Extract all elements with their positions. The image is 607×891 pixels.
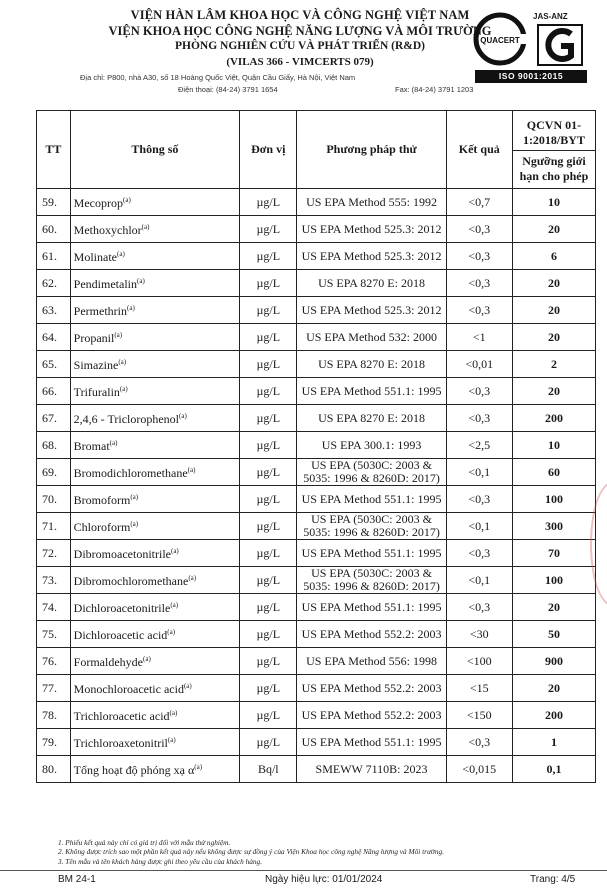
table-row	[37, 243, 596, 270]
row-limit: 50	[512, 621, 595, 648]
row-result: <0,1	[446, 513, 512, 540]
quacert-text: QUACERT	[480, 36, 520, 45]
row-unit: µg/L	[240, 675, 297, 702]
row-result: <1	[446, 324, 512, 351]
certification-logo	[473, 12, 593, 84]
row-result: <0,3	[446, 486, 512, 513]
row-limit: 60	[512, 459, 595, 486]
phone: Điện thoại: (84-24) 3791 1654	[178, 85, 278, 94]
table-row	[37, 702, 596, 729]
row-method: US EPA Method 552.2: 2003	[297, 702, 446, 729]
org-line-4: (VILAS 366 - VIMCERTS 079)	[226, 56, 374, 68]
row-unit: µg/L	[240, 459, 297, 486]
row-number: 69.	[37, 459, 71, 486]
note-2: 2. Không được trích sao một phần kết quả này nếu không được sự đồng ý của Viện Khoa học công nghệ Năng lượng và Môi trường.	[58, 847, 444, 857]
row-number: 59.	[37, 189, 71, 216]
org-line-3: PHÒNG NGHIÊN CỨU VÀ PHÁT TRIỂN (R&D)	[174, 40, 426, 52]
row-parameter: Dibromoacetonitrile$^{(a)}$	[70, 540, 239, 567]
table-row	[37, 486, 596, 513]
page-number: Trang: 4/5	[530, 874, 576, 885]
row-method: US EPA Method 525.3: 2012	[297, 216, 446, 243]
row-parameter: Simazine$^{(a)}$	[70, 351, 239, 378]
row-result: <2,5	[446, 432, 512, 459]
row-limit: 20	[512, 594, 595, 621]
row-parameter: Dichloroacetic acid$^{(a)}$	[70, 621, 239, 648]
table-row	[37, 405, 596, 432]
row-limit: 100	[512, 486, 595, 513]
method-accreditation-mark: (a)	[141, 223, 150, 231]
method-accreditation-mark: (a)	[119, 385, 128, 393]
table-row	[37, 594, 596, 621]
row-result: <150	[446, 702, 512, 729]
row-unit: µg/L	[240, 702, 297, 729]
row-result: <0,01	[446, 351, 512, 378]
row-limit: 10	[512, 432, 595, 459]
table-body	[37, 189, 596, 783]
table-row	[37, 675, 596, 702]
method-accreditation-mark: (a)	[179, 412, 187, 420]
row-limit: 0,1	[512, 756, 595, 783]
row-method: SMEWW 7110B: 2023	[297, 756, 446, 783]
table-row	[37, 648, 596, 675]
row-number: 76.	[37, 648, 71, 675]
header-param: Thông số	[70, 111, 239, 189]
row-method: US EPA Method 551.1: 1995	[297, 729, 446, 756]
row-result: <0,3	[446, 270, 512, 297]
row-number: 79.	[37, 729, 71, 756]
table-row	[37, 270, 596, 297]
row-number: 68.	[37, 432, 71, 459]
row-unit: µg/L	[240, 432, 297, 459]
row-parameter: Methoxychlor$^{(a)}$	[70, 216, 239, 243]
row-limit: 100	[512, 567, 595, 594]
table-row	[37, 729, 596, 756]
method-accreditation-mark: (a)	[130, 493, 139, 501]
row-number: 71.	[37, 513, 71, 540]
table-row	[37, 378, 596, 405]
org-line-1: VIỆN HÀN LÂM KHOA HỌC VÀ CÔNG NGHỆ VIỆT NAM	[130, 8, 470, 22]
row-unit: µg/L	[240, 405, 297, 432]
note-1: 1. Phiếu kết quả này chỉ có giá trị đối với mẫu thử nghiệm.	[58, 838, 231, 847]
row-result: <0,3	[446, 378, 512, 405]
row-limit: 20	[512, 675, 595, 702]
method-accreditation-mark: (a)	[194, 763, 203, 771]
table-row	[37, 432, 596, 459]
method-accreditation-mark: (a)	[123, 196, 131, 204]
row-result: <0,1	[446, 567, 512, 594]
table-row	[37, 621, 596, 648]
row-result: <15	[446, 675, 512, 702]
row-method: US EPA 8270 E: 2018	[297, 270, 446, 297]
row-method: US EPA 8270 E: 2018	[297, 405, 446, 432]
row-unit: µg/L	[240, 729, 297, 756]
method-accreditation-mark: (a)	[170, 601, 179, 609]
row-unit: µg/L	[240, 594, 297, 621]
table-row	[37, 216, 596, 243]
row-result: <0,015	[446, 756, 512, 783]
row-unit: µg/L	[240, 378, 297, 405]
row-method: US EPA Method 555: 1992	[297, 189, 446, 216]
row-parameter: Bromoform$^{(a)}$	[70, 486, 239, 513]
row-result: <100	[446, 648, 512, 675]
row-number: 80.	[37, 756, 71, 783]
row-number: 62.	[37, 270, 71, 297]
jas-anz-mark-icon	[537, 24, 583, 66]
row-limit: 6	[512, 243, 595, 270]
row-method: US EPA Method 552.2: 2003	[297, 621, 446, 648]
row-result: <0,3	[446, 243, 512, 270]
row-limit: 1	[512, 729, 595, 756]
row-limit: 20	[512, 324, 595, 351]
row-parameter: Bromat$^{(a)}$	[70, 432, 239, 459]
method-accreditation-mark: (a)	[167, 628, 176, 636]
jas-anz-label: JAS-ANZ	[533, 12, 568, 21]
row-unit: µg/L	[240, 648, 297, 675]
table-row	[37, 459, 596, 486]
header-method: Phương pháp thử	[297, 111, 446, 189]
row-method: US EPA 8270 E: 2018	[297, 351, 446, 378]
row-parameter: Molinate$^{(a)}$	[70, 243, 239, 270]
row-number: 61.	[37, 243, 71, 270]
row-result: <0,3	[446, 594, 512, 621]
row-result: <0,1	[446, 459, 512, 486]
row-limit: 10	[512, 189, 595, 216]
footnotes	[58, 838, 444, 866]
row-method: US EPA Method 532: 2000	[297, 324, 446, 351]
row-unit: µg/L	[240, 243, 297, 270]
row-method: US EPA Method 525.3: 2012	[297, 297, 446, 324]
row-number: 63.	[37, 297, 71, 324]
row-method: US EPA (5030C: 2003 & 5035: 1996 & 8260D: 2017)	[297, 567, 446, 594]
row-parameter: Pendimetalin$^{(a)}$	[70, 270, 239, 297]
table-row	[37, 351, 596, 378]
row-number: 75.	[37, 621, 71, 648]
header-qcvn: QCVN 01-1:2018/BYT	[513, 116, 595, 151]
row-result: <0,3	[446, 540, 512, 567]
row-parameter: Formaldehyde$^{(a)}$	[70, 648, 239, 675]
method-accreditation-mark: (a)	[117, 250, 125, 258]
row-unit: µg/L	[240, 540, 297, 567]
row-number: 70.	[37, 486, 71, 513]
row-method: US EPA Method 525.3: 2012	[297, 243, 446, 270]
row-unit: µg/L	[240, 324, 297, 351]
row-method: US EPA (5030C: 2003 & 5035: 1996 & 8260D: 2017)	[297, 513, 446, 540]
table-row	[37, 189, 596, 216]
table-row	[37, 540, 596, 567]
org-line-2: VIỆN KHOA HỌC CÔNG NGHỆ NĂNG LƯỢNG VÀ MÔI TRƯỜNG	[108, 24, 492, 38]
row-unit: µg/L	[240, 351, 297, 378]
row-parameter: Tổng hoạt độ phóng xạ $\alpha^{(a)}$	[70, 756, 239, 783]
row-parameter: Dibromochloromethane$^{(a)}$	[70, 567, 239, 594]
method-accreditation-mark: (a)	[118, 358, 127, 366]
row-unit: µg/L	[240, 486, 297, 513]
row-parameter: Permethrin$^{(a)}$	[70, 297, 239, 324]
row-result: <0,7	[446, 189, 512, 216]
table-header-row	[37, 111, 596, 189]
row-limit: 2	[512, 351, 595, 378]
address: Địa chỉ: P800, nhà A30, số 18 Hoàng Quốc Việt, Quận Cầu Giấy, Hà Nội, Việt Nam	[80, 73, 356, 82]
row-result: <0,3	[446, 729, 512, 756]
row-parameter: Propanil$^{(a)}$	[70, 324, 239, 351]
row-method: US EPA Method 552.2: 2003	[297, 675, 446, 702]
row-result: <30	[446, 621, 512, 648]
row-limit: 20	[512, 378, 595, 405]
iso-badge: ISO 9001:2015	[475, 70, 587, 83]
row-limit: 70	[512, 540, 595, 567]
method-accreditation-mark: (a)	[187, 466, 196, 474]
row-result: <0,3	[446, 216, 512, 243]
row-method: US EPA Method 556: 1998	[297, 648, 446, 675]
quacert-logo	[473, 12, 527, 66]
method-accreditation-mark: (a)	[143, 655, 151, 663]
results-table	[36, 110, 596, 783]
method-accreditation-mark: (a)	[114, 331, 123, 339]
note-3: 3. Tên mẫu và tên khách hàng được ghi theo yêu cầu của khách hàng.	[58, 856, 263, 866]
row-unit: µg/L	[240, 567, 297, 594]
row-limit: 900	[512, 648, 595, 675]
row-unit: µg/L	[240, 270, 297, 297]
row-result: <0,3	[446, 405, 512, 432]
row-parameter: Monochloroacetic acid$^{(a)}$	[70, 675, 239, 702]
row-limit: 300	[512, 513, 595, 540]
table-row	[37, 324, 596, 351]
row-method: US EPA Method 551.1: 1995	[297, 594, 446, 621]
row-number: 72.	[37, 540, 71, 567]
row-number: 67.	[37, 405, 71, 432]
method-accreditation-mark: (a)	[169, 709, 178, 717]
table-row	[37, 513, 596, 540]
row-result: <0,3	[446, 297, 512, 324]
row-unit: µg/L	[240, 621, 297, 648]
row-parameter: 2,4,6 - Triclorophenol$^{(a)}$	[70, 405, 239, 432]
header-unit: Đơn vị	[240, 111, 297, 189]
fax: Fax: (84-24) 3791 1203	[395, 85, 474, 94]
table-row	[37, 297, 596, 324]
method-accreditation-mark: (a)	[137, 277, 145, 285]
table-row	[37, 567, 596, 594]
row-number: 60.	[37, 216, 71, 243]
method-accreditation-mark: (a)	[170, 547, 179, 555]
row-method: US EPA (5030C: 2003 & 5035: 1996 & 8260D: 2017)	[297, 459, 446, 486]
row-limit: 20	[512, 270, 595, 297]
method-accreditation-mark: (a)	[109, 439, 118, 447]
row-parameter: Mecoprop$^{(a)}$	[70, 189, 239, 216]
row-number: 73.	[37, 567, 71, 594]
row-parameter: Bromodichloromethane$^{(a)}$	[70, 459, 239, 486]
row-limit: 200	[512, 702, 595, 729]
report-header	[0, 0, 607, 110]
row-number: 74.	[37, 594, 71, 621]
row-parameter: Trichloroacetic acid$^{(a)}$	[70, 702, 239, 729]
row-unit: µg/L	[240, 189, 297, 216]
page-footer	[0, 870, 607, 891]
row-parameter: Trichloroaxetonitril$^{(a)}$	[70, 729, 239, 756]
method-accreditation-mark: (a)	[127, 304, 135, 312]
row-number: 65.	[37, 351, 71, 378]
row-parameter: Chloroform$^{(a)}$	[70, 513, 239, 540]
row-method: US EPA Method 551.1: 1995	[297, 540, 446, 567]
table-row	[37, 756, 596, 783]
method-accreditation-mark: (a)	[167, 736, 176, 744]
row-limit: 200	[512, 405, 595, 432]
method-accreditation-mark: (a)	[188, 574, 197, 582]
method-accreditation-mark: (a)	[130, 520, 139, 528]
effective-date: Ngày hiệu lực: 01/01/2024	[265, 874, 383, 885]
header-tt: TT	[37, 111, 71, 189]
row-number: 66.	[37, 378, 71, 405]
row-limit: 20	[512, 216, 595, 243]
row-parameter: Dichloroacetonitrile$^{(a)}$	[70, 594, 239, 621]
row-limit: 20	[512, 297, 595, 324]
row-number: 64.	[37, 324, 71, 351]
header-result: Kết quả	[446, 111, 512, 189]
row-unit: µg/L	[240, 216, 297, 243]
row-unit: Bq/l	[240, 756, 297, 783]
row-number: 78.	[37, 702, 71, 729]
row-unit: µg/L	[240, 297, 297, 324]
row-parameter: Trifuralin$^{(a)}$	[70, 378, 239, 405]
row-method: US EPA Method 551.1: 1995	[297, 486, 446, 513]
row-unit: µg/L	[240, 513, 297, 540]
row-method: US EPA 300.1: 1993	[297, 432, 446, 459]
header-threshold: Ngưỡng giới hạn cho phép	[519, 153, 589, 183]
form-code: BM 24-1	[58, 874, 96, 885]
method-accreditation-mark: (a)	[183, 682, 192, 690]
header-limit	[512, 111, 595, 189]
row-method: US EPA Method 551.1: 1995	[297, 378, 446, 405]
row-number: 77.	[37, 675, 71, 702]
